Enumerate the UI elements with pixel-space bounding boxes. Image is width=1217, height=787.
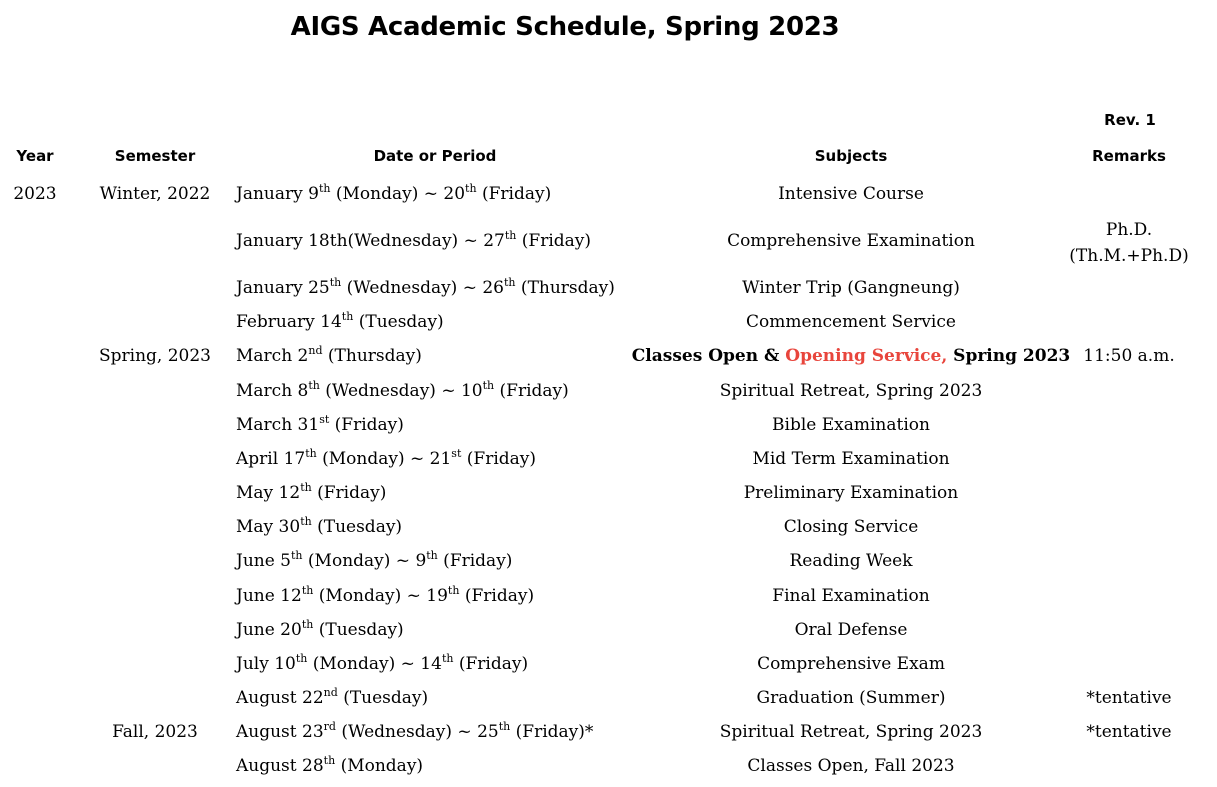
text-run: Classes Open & (631, 346, 786, 366)
subject-cell (630, 415, 1072, 435)
subject-cell (630, 586, 1072, 606)
text-run: August 23 (236, 722, 324, 742)
date-cell (236, 517, 402, 537)
table-header (0, 147, 1217, 169)
text-run: (Tuesday) (353, 312, 444, 332)
text-run: th (291, 549, 303, 562)
text-run: nd (308, 344, 323, 357)
text-run: (Friday) (437, 551, 513, 571)
text-run: March 31 (236, 415, 320, 435)
text-run: May 12 (236, 483, 301, 503)
text-run: th (300, 515, 312, 528)
text-run: (Friday) (476, 184, 552, 204)
remark-line: Ph.D. (1105, 220, 1153, 240)
subject-cell (630, 722, 1072, 742)
text-run: (Friday) (329, 415, 404, 435)
remark-line: *tentative (1086, 722, 1172, 742)
text-run: th (308, 379, 320, 392)
text-run: th (329, 276, 342, 289)
remarks-cell (1058, 346, 1200, 366)
date-cell (236, 381, 569, 401)
text-run: th (341, 310, 354, 323)
header-remarks: Remarks (1092, 147, 1166, 165)
subject-cell (630, 278, 1072, 298)
date-cell (236, 620, 404, 640)
revision-label: Rev. 1 (1104, 111, 1156, 129)
text-run: Spring 2023 (947, 346, 1071, 366)
header-date: Date or Period (373, 147, 497, 165)
header-year: Year (16, 147, 54, 165)
date-cell (236, 654, 528, 674)
text-run: February 14 (236, 312, 342, 332)
text-run: January 25 (236, 278, 330, 298)
date-cell (236, 231, 591, 251)
subject-cell (630, 312, 1072, 332)
remarks-cell (1058, 217, 1200, 269)
text-run: April 17 (236, 449, 306, 469)
text-run: th (300, 481, 312, 494)
text-run: May 30 (236, 517, 301, 537)
subject-cell (630, 381, 1072, 401)
text-run: (Thursday) (515, 278, 615, 298)
text-run: th (426, 549, 438, 562)
date-cell (236, 415, 404, 435)
text-run: th (465, 182, 477, 195)
date-cell (236, 346, 422, 366)
text-run: th (504, 276, 516, 289)
text-run: Spiritual Retreat, Spring 2023 (719, 381, 983, 401)
text-run: Classes Open, Fall 2023 (747, 756, 955, 776)
year-cell: 2023 (13, 184, 57, 204)
text-run: th (305, 447, 317, 460)
subject-cell (630, 551, 1072, 571)
text-run: (Friday) (461, 449, 537, 469)
text-run: Final Examination (772, 586, 930, 606)
text-run: (Wednesday) ~ 26 (341, 278, 505, 298)
text-run: rd (323, 720, 336, 733)
text-run: (Monday) (335, 756, 424, 776)
date-cell (236, 586, 534, 606)
header-subjects: Subjects (814, 147, 888, 165)
text-run: (Monday) ~ 19 (313, 586, 448, 606)
text-run: (Tuesday) (311, 517, 403, 537)
date-cell (236, 551, 512, 571)
text-run: (Wednesday) ~ 25 (335, 722, 499, 742)
text-run: Preliminary Examination (743, 483, 959, 503)
text-run: (Friday) (459, 586, 535, 606)
text-run: Comprehensive Exam (757, 654, 945, 674)
date-cell (236, 449, 536, 469)
semester-cell: Winter, 2022 (99, 184, 211, 204)
text-run: January 18th(Wednesday) ~ 27 (236, 231, 505, 251)
text-run: Reading Week (789, 551, 913, 571)
text-run: st (451, 447, 462, 460)
text-run: th (504, 229, 517, 242)
text-run: August 28 (236, 756, 324, 776)
text-run: Graduation (Summer) (756, 688, 946, 708)
text-run: (Friday) (516, 231, 592, 251)
text-run: March 8 (236, 381, 309, 401)
subject-cell (630, 231, 1072, 251)
text-run: (Thursday) (322, 346, 422, 366)
remark-line: 11:50 a.m. (1083, 346, 1175, 366)
text-run: th (447, 584, 460, 597)
remark-line: *tentative (1086, 688, 1172, 708)
subject-cell (630, 688, 1072, 708)
text-run: th (323, 754, 336, 767)
text-run: th (301, 618, 314, 631)
text-run: (Friday) (311, 483, 387, 503)
text-run: (Tuesday) (337, 688, 429, 708)
text-run: (Wednesday) ~ 10 (319, 381, 483, 401)
text-run: Oral Defense (794, 620, 908, 640)
remarks-cell (1058, 688, 1200, 708)
date-cell (236, 722, 593, 742)
text-run: (Monday) ~ 21 (316, 449, 452, 469)
text-run: th (441, 652, 454, 665)
remark-line: (Th.M.+Ph.D) (1069, 246, 1189, 266)
text-run: (Tuesday) (313, 620, 404, 640)
date-cell (236, 756, 423, 776)
date-cell (236, 483, 386, 503)
date-cell (236, 312, 444, 332)
text-run: th (482, 379, 495, 392)
semester-cell: Spring, 2023 (99, 346, 211, 366)
date-cell (236, 688, 428, 708)
text-run: st (319, 413, 330, 426)
text-run: th (318, 182, 331, 195)
text-run: Mid Term Examination (752, 449, 950, 469)
text-run: (Monday) ~ 20 (330, 184, 466, 204)
text-run: June 5 (236, 551, 291, 571)
date-cell (236, 278, 615, 298)
subject-cell (630, 449, 1072, 469)
text-run: Spiritual Retreat, Spring 2023 (719, 722, 983, 742)
text-run: June 20 (236, 620, 302, 640)
text-run: Bible Examination (772, 415, 930, 435)
date-cell (236, 184, 551, 204)
text-run: January 9 (236, 184, 319, 204)
text-run: July 10 (236, 654, 296, 674)
text-run: (Friday) (453, 654, 529, 674)
header-semester: Semester (114, 147, 196, 165)
subject-cell (630, 756, 1072, 776)
page-title: AIGS Academic Schedule, Spring 2023 (290, 12, 840, 42)
text-run: (Friday) (494, 381, 569, 401)
text-run: Comprehensive Examination (727, 231, 975, 251)
text-run: (Monday) ~ 14 (307, 654, 442, 674)
subject-cell (630, 184, 1072, 204)
text-run: Opening Service, (785, 346, 948, 366)
text-run: (Friday)* (510, 722, 594, 742)
subject-cell (630, 654, 1072, 674)
subject-cell (630, 620, 1072, 640)
subject-cell (630, 346, 1072, 366)
text-run: Winter Trip (Gangneung) (742, 278, 960, 298)
text-run: (Monday) ~ 9 (302, 551, 427, 571)
text-run: Intensive Course (778, 184, 924, 204)
subject-cell (630, 483, 1072, 503)
text-run: Commencement Service (746, 312, 956, 332)
text-run: Closing Service (783, 517, 919, 537)
semester-cell: Fall, 2023 (112, 722, 198, 742)
remarks-cell (1058, 722, 1200, 742)
text-run: th (301, 584, 314, 597)
text-run: June 12 (236, 586, 302, 606)
text-run: th (498, 720, 511, 733)
text-run: nd (323, 686, 338, 699)
text-run: March 2 (236, 346, 309, 366)
subject-cell (630, 517, 1072, 537)
text-run: August 22 (236, 688, 324, 708)
text-run: th (295, 652, 308, 665)
